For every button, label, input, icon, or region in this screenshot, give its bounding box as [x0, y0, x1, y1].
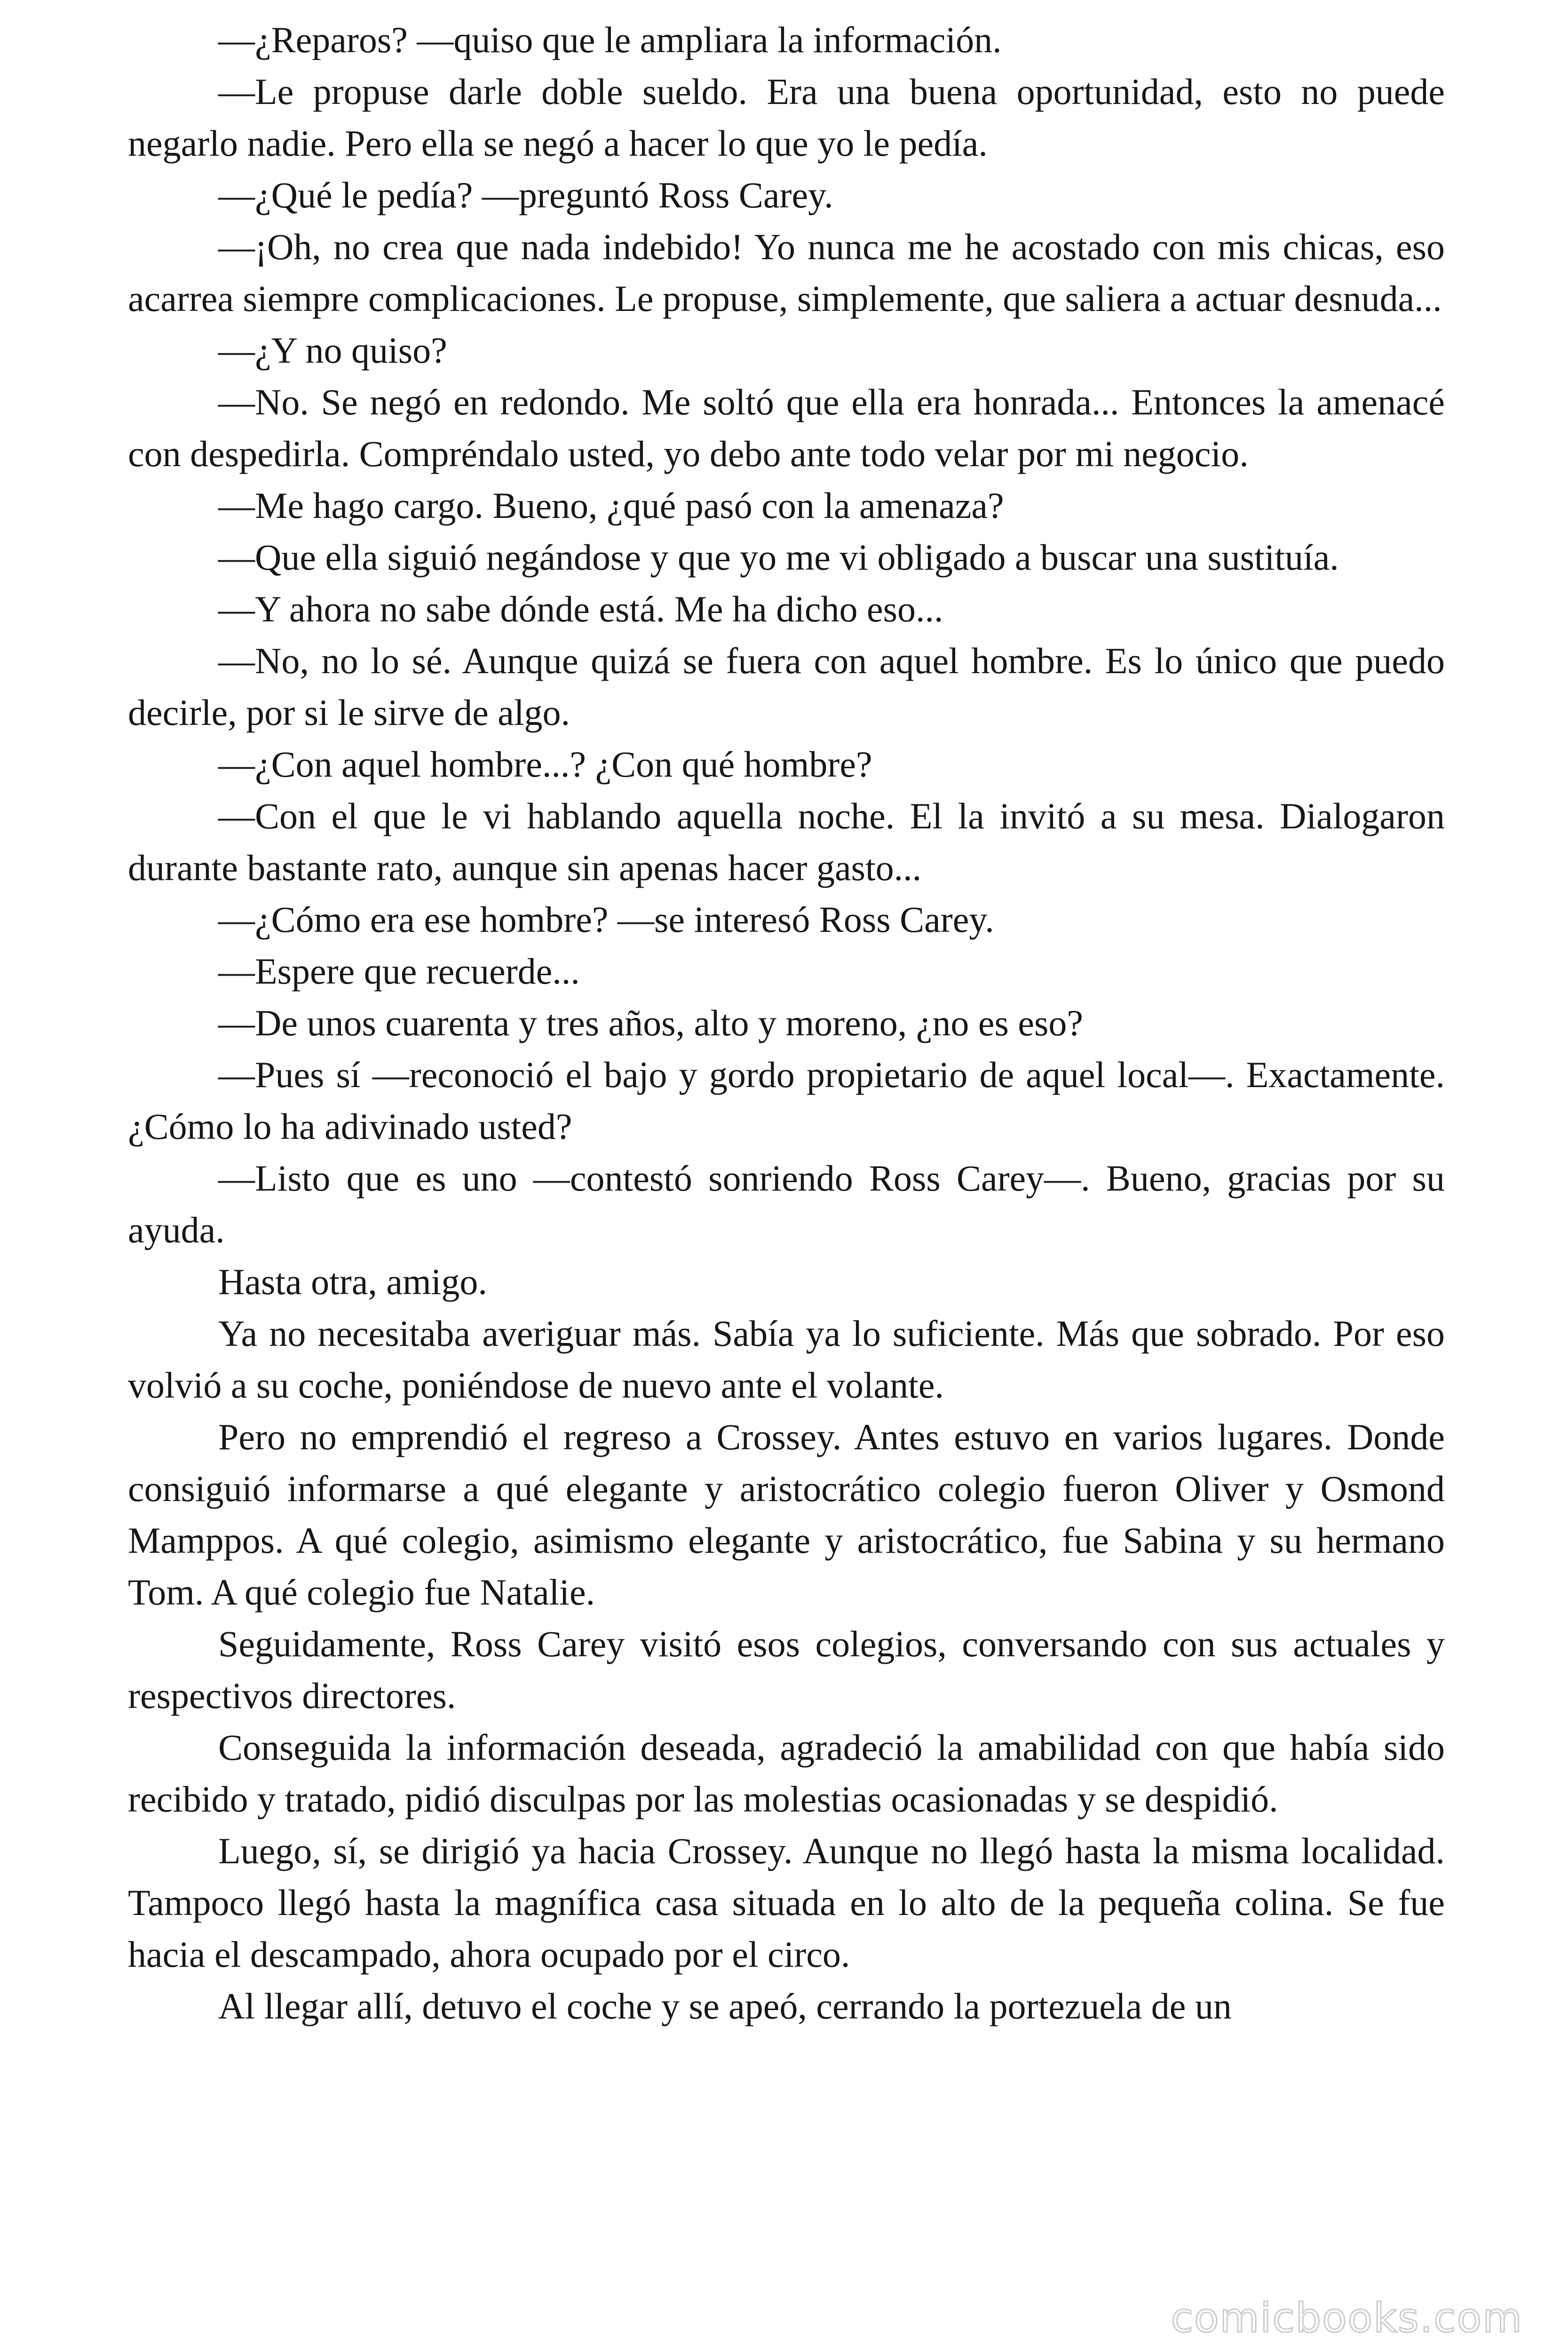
paragraph: —¿Y no quiso?	[218, 330, 447, 371]
paragraph: Luego, sí, se dirigió ya hacia Crossey. Aunque no llegó hasta la misma localidad. Tampoco llegó hasta la magnífica casa situada en lo alto de la pequeña colina. Se fue hacia el descampado, ahora ocupado por el circo.	[128, 1830, 1445, 1975]
paragraph: —¿Qué le pedía? —preguntó Ross Carey.	[218, 175, 833, 215]
paragraph: Hasta otra, amigo.	[218, 1261, 487, 1302]
watermark: comicbooks.com	[1171, 2295, 1523, 2342]
paragraph: —Pues sí —reconoció el bajo y gordo propietario de aquel local—. Exactamente. ¿Cómo lo ha adivinado usted?	[128, 1054, 1445, 1147]
paragraph: —De unos cuarenta y tres años, alto y moreno, ¿no es eso?	[218, 1002, 1083, 1043]
paragraph: Ya no necesitaba averiguar más. Sabía ya lo suficiente. Más que sobrado. Por eso volvió a su coche, poniéndose de nuevo ante el volante.	[128, 1313, 1445, 1406]
paragraph: —Y ahora no sabe dónde está. Me ha dicho eso...	[218, 588, 943, 629]
paragraph: —¿Cómo era ese hombre? —se interesó Ross Carey.	[218, 899, 994, 940]
paragraph: Conseguida la información deseada, agradeció la amabilidad con que había sido recibido y tratado, pidió disculpas por las molestias ocasionadas y se despidió.	[128, 1727, 1445, 1820]
paragraph: —Listo que es uno —contestó sonriendo Ross Carey—. Bueno, gracias por su ayuda.	[128, 1158, 1445, 1250]
paragraph: —No, no lo sé. Aunque quizá se fuera con aquel hombre. Es lo único que puedo decirle, por si le sirve de algo.	[128, 640, 1445, 733]
paragraph: —¿Con aquel hombre...? ¿Con qué hombre?	[218, 744, 872, 785]
paragraph: —Con el que le vi hablando aquella noche. El la invitó a su mesa. Dialogaron durante bastante rato, aunque sin apenas hacer gasto...	[128, 795, 1445, 888]
paragraph: —¡Oh, no crea que nada indebido! Yo nunca me he acostado con mis chicas, eso acarrea siempre complicaciones. Le propuse, simplemente, que saliera a actuar desnuda...	[128, 226, 1445, 319]
paragraph: —Me hago cargo. Bueno, ¿qué pasó con la amenaza?	[218, 485, 1004, 526]
paragraph: —Espere que recuerde...	[218, 951, 580, 992]
paragraph: —Le propuse darle doble sueldo. Era una buena oportunidad, esto no puede negarlo nadie. Pero ella se negó a hacer lo que yo le pedía.	[128, 71, 1445, 164]
page-body-text	[128, 14, 1445, 2032]
paragraph: —No. Se negó en redondo. Me soltó que ella era honrada... Entonces la amenacé con despedirla. Compréndalo usted, yo debo ante todo velar por mi negocio.	[128, 381, 1445, 474]
paragraph: —¿Reparos? —quiso que le ampliara la información.	[218, 19, 1002, 60]
paragraph: Pero no emprendió el regreso a Crossey. Antes estuvo en varios lugares. Donde consiguió informarse a qué elegante y aristocrático colegio fueron Oliver y Osmond Mamppos. A qué colegio, asimismo elegante y aristocrático, fue Sabina y su hermano Tom. A qué colegio fue Natalie.	[128, 1416, 1445, 1613]
paragraph: Seguidamente, Ross Carey visitó esos colegios, conversando con sus actuales y respectivos directores.	[128, 1623, 1445, 1716]
paragraph: —Que ella siguió negándose y que yo me vi obligado a buscar una sustituía.	[218, 537, 1339, 578]
paragraph: Al llegar allí, detuvo el coche y se apeó, cerrando la portezuela de un	[218, 1986, 1232, 2026]
